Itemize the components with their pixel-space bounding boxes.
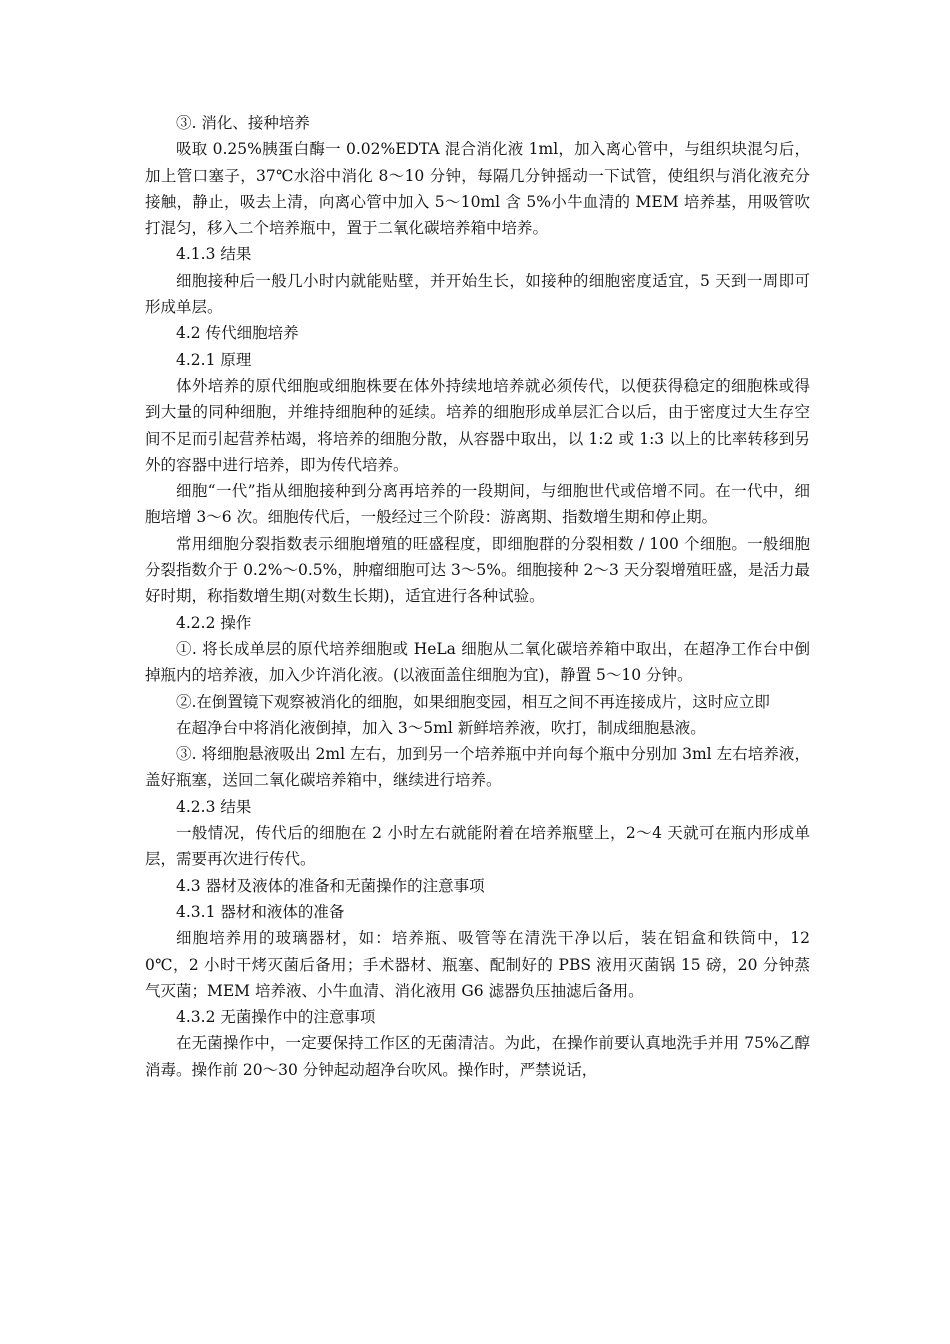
- body-paragraph: 在无菌操作中，一定要保持工作区的无菌清洁。为此，在操作前要认真地洗手并用 75%乙醇消毒。操作前 20～30 分钟起动超净台吹风。操作时，严禁说话，: [145, 1034, 810, 1079]
- body-paragraph: 细胞培养用的玻璃器材，如：培养瓶、吸管等在清洗干净以后，装在铝盒和铁筒中，120℃，2 小时干烤灭菌后备用；手术器材、瓶塞、配制好的 PBS 液用灭菌锅 15 磅，20 分钟蒸气灭菌；MEM 培养液、小牛血清、消化液用 G6 滤器负压抽滤后备用。: [145, 929, 810, 1000]
- body-paragraph: 在超净台中将消化液倒掉，加入 3～5ml 新鲜培养液，吹打，制成细胞悬液。: [176, 718, 706, 737]
- body-paragraph: ①. 将长成单层的原代培养细胞或 HeLa 细胞从二氧化碳培养箱中取出，在超净工作台中倒掉瓶内的培养液，加入少许消化液。(以液面盖住细胞为宜)，静置 5～10 分钟。: [145, 639, 810, 685]
- body-paragraph: 常用细胞分裂指数表示细胞增殖的旺盛程度，即细胞群的分裂相数 / 100 个细胞。一般细胞分裂指数介于 0.2%～0.5%，肿瘤细胞可达 3～5%。细胞接种 2～3 天分裂增殖旺盛，是活力最好时期，称指数增生期(对数生长期)，适宜进行各种试验。: [145, 534, 810, 606]
- document-page: [145, 110, 810, 1083]
- body-paragraph: 细胞接种后一般几小时内就能贴壁，并开始生长，如接种的细胞密度适宜，5 天到一周即可形成单层。: [145, 271, 810, 317]
- body-paragraph: 细胞“一代”指从细胞接种到分离再培养的一段期间，与细胞世代或倍增不同。在一代中，细胞培增 3～6 次。细胞传代后，一般经过三个阶段：游离期、指数增生期和停止期。: [145, 482, 810, 527]
- body-paragraph: ②.在倒置镜下观察被消化的细胞，如果细胞变园，相互之间不再连接成片，这时应立即: [176, 692, 770, 711]
- section-heading-4-1-3: 4.1.3 结果: [176, 245, 252, 264]
- section-heading-4-3-2: 4.3.2 无菌操作中的注意事项: [176, 1008, 376, 1027]
- section-heading-4-2-3: 4.2.3 结果: [176, 797, 252, 816]
- body-paragraph: ③. 将细胞悬液吸出 2ml 左右，加到另一个培养瓶中并向每个瓶中分别加 3ml 左右培养液，盖好瓶塞，送回二氧化碳培养箱中，继续进行培养。: [145, 745, 810, 790]
- section-heading-4-3: 4.3 器材及液体的准备和无菌操作的注意事项: [176, 876, 485, 895]
- body-paragraph: 一般情况，传代后的细胞在 2 小时左右就能附着在培养瓶壁上，2～4 天就可在瓶内形成单层，需要再次进行传代。: [145, 824, 810, 869]
- section-heading-4-2-2: 4.2.2 操作: [176, 613, 252, 632]
- body-paragraph: 体外培养的原代细胞或细胞株要在体外持续地培养就必须传代，以便获得稳定的细胞株或得到大量的同种细胞，并维持细胞种的延续。培养的细胞形成单层汇合以后，由于密度过大生存空间不足而引起营养枯竭，将培养的细胞分散，从容器中取出，以 1:2 或 1:3 以上的比率转移到另外的容器中进行培养，即为传代培养。: [145, 376, 810, 474]
- section-heading-digest-inoculate: ③. 消化、接种培养: [176, 114, 310, 132]
- section-heading-4-2: 4.2 传代细胞培养: [176, 324, 299, 343]
- body-paragraph: 吸取 0.25%胰蛋白酶一 0.02%EDTA 混合消化液 1ml，加入离心管中，与组织块混匀后，加上管口塞子，37℃水浴中消化 8～10 分钟，每隔几分钟摇动一下试管，使组织与消化液充分接触，静止，吸去上清，向离心管中加入 5～10ml 含 5%小牛血清的 MEM 培养基，用吸管吹打混匀，移入二个培养瓶中，置于二氧化碳培养箱中培养。: [145, 140, 810, 238]
- section-heading-4-3-1: 4.3.1 器材和液体的准备: [176, 902, 345, 921]
- section-heading-4-2-1: 4.2.1 原理: [176, 350, 252, 369]
